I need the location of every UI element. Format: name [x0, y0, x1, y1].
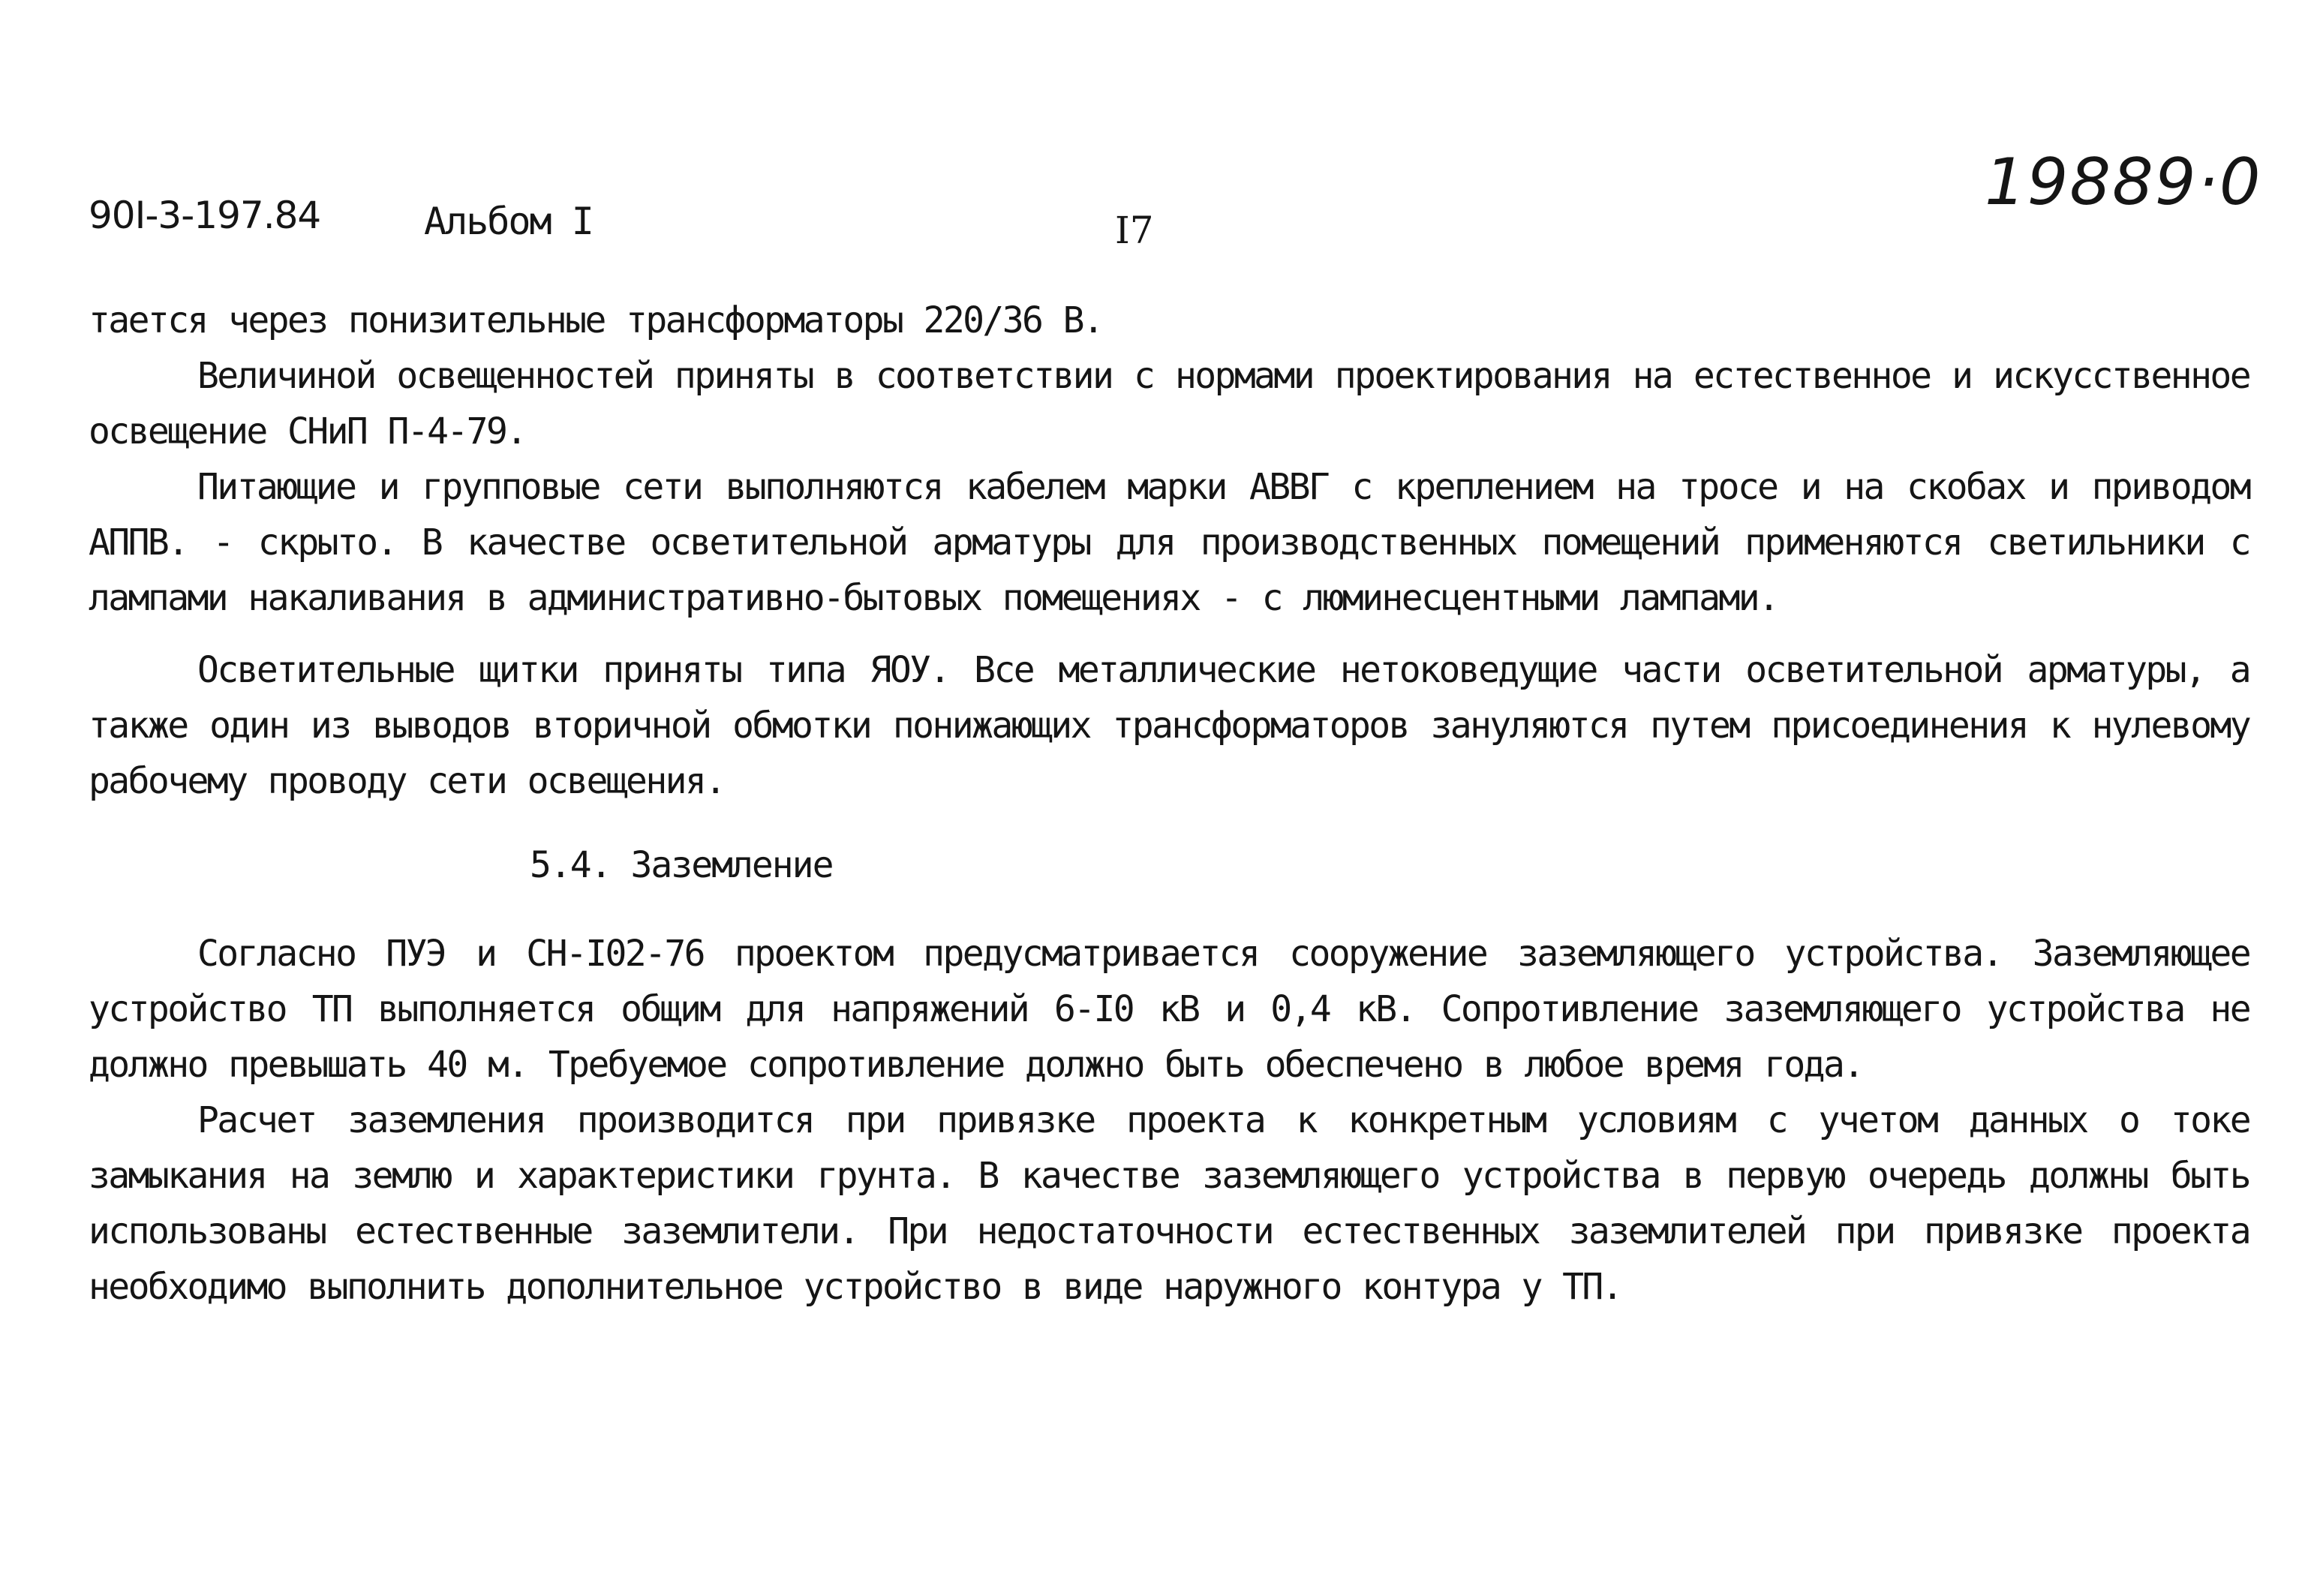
paragraph-grounding-device: Согласно ПУЭ и СН-I02-76 проектом предусматривается сооружение заземляющего устройства. Заземляющее устройство ТП выполняется общим для напряжений 6-I0 кВ и 0,4 кВ. Сопротивление заземляющего устройства не должно превышать 40 м. Требуемое сопротивление должно быть обеспечено в любое время года.: [89, 933, 2249, 1086]
paragraph-lighting-panels: Осветительные щитки приняты типа ЯОУ. Все металлические нетоковедущие части осветительной арматуры, а также один из выводов вторичной обмотки понижающих трансформаторов зануляются путем присоединения к нулевому рабочему проводу сети освещения.: [89, 649, 2249, 802]
inventory-number: 19889·0: [1985, 145, 2262, 220]
paragraph-illumination-norms: Величиной освещенностей приняты в соответствии с нормами проектирования на естественное и искусственное освещение СНиП П-4-79.: [89, 355, 2249, 452]
document-code: 90I-3-197.84: [89, 194, 321, 237]
paragraph-grounding-calculation: Расчет заземления производится при привязке проекта к конкретным условиям с учетом данных о токе замыкания на землю и характеристики грунта. В качестве заземляющего устройства в первую очередь должны быть использованы естественные заземлители. При недостаточности естественных заземлителей при привязке проекта необходимо выполнить дополнительное устройство в виде наружного контура у ТП.: [89, 1099, 2249, 1308]
page-number: I7: [1115, 209, 1154, 252]
document-body: [89, 293, 2249, 1315]
paragraph-continuation: тается через понизительные трансформаторы 220/36 В.: [89, 299, 1103, 341]
section-title: 5.4. Заземление: [530, 844, 833, 886]
album-label: Альбом I: [424, 200, 593, 243]
paragraph-supply-networks: Питающие и групповые сети выполняются кабелем марки АВВГ с креплением на тросе и на скобах и приводом АППВ. - скрыто. В качестве осветительной арматуры для производственных помещений применяются светильники с лампами накаливания в административно-бытовых помещениях - с люминесцентными лампами.: [89, 466, 2249, 619]
